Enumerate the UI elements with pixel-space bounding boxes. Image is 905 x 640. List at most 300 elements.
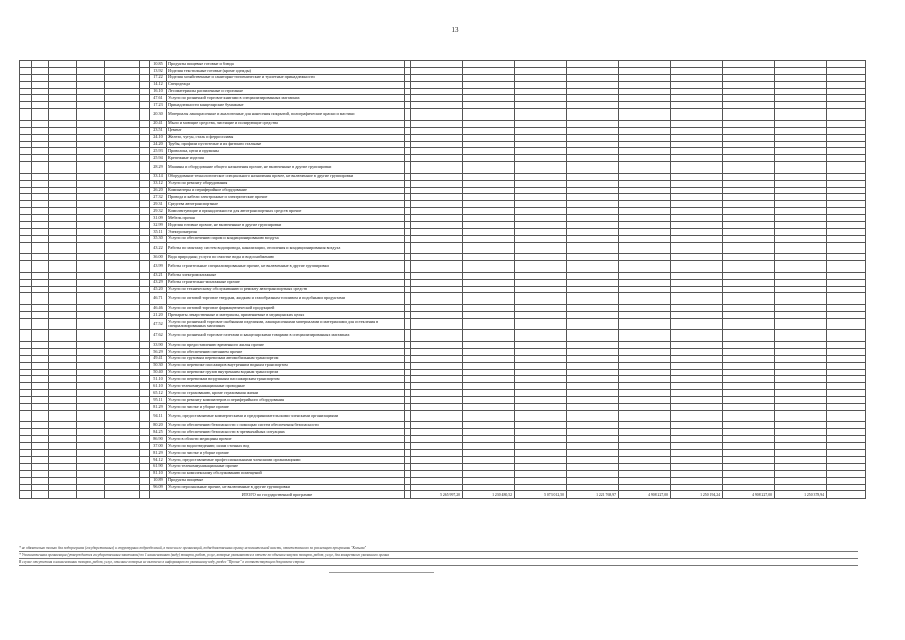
table-cell-blank: [32, 318, 49, 330]
table-cell-blank: [105, 61, 140, 68]
okpd-code-cell: 25.93: [150, 148, 167, 155]
table-cell-blank: [619, 422, 671, 429]
table-cell-blank: [567, 134, 619, 141]
table-cell-blank: [77, 436, 105, 443]
table-cell-blank: [463, 254, 515, 261]
product-name-cell: Машины и оборудование общего назначения прочие, не включенные в другие группировки: [167, 162, 405, 174]
table-cell-blank: [49, 222, 77, 229]
footnotes: [19, 545, 858, 566]
table-cell-blank: [49, 127, 77, 134]
table-cell-blank: [515, 173, 567, 180]
table-cell-blank: [827, 293, 866, 305]
table-cell-blank: [105, 67, 140, 74]
table-cell-blank: [775, 429, 827, 436]
table-cell-blank: [463, 180, 515, 187]
table-cell-blank: [515, 215, 567, 222]
table-cell-blank: [567, 376, 619, 383]
table-cell-blank: [49, 436, 77, 443]
okpd-code-cell: 37.00: [150, 443, 167, 450]
table-cell-blank: [49, 397, 77, 404]
table-cell-blank: [827, 311, 866, 318]
table-cell-blank: [20, 436, 32, 443]
table-cell-blank: [567, 348, 619, 355]
table-cell-blank: [411, 477, 463, 484]
table-cell-blank: [105, 404, 140, 411]
table-cell-blank: [105, 127, 140, 134]
table-cell-blank: [619, 134, 671, 141]
table-cell-blank: [49, 67, 77, 74]
table-cell-blank: [567, 456, 619, 463]
table-cell-blank: [411, 348, 463, 355]
okpd-code-cell: 81.29: [150, 450, 167, 457]
table-cell-blank: [411, 279, 463, 286]
table-cell-blank: [515, 187, 567, 194]
okpd-code-cell: 36.00: [150, 254, 167, 261]
table-cell-blank: [20, 450, 32, 457]
table-cell-blank: [827, 61, 866, 68]
okpd-code-cell: 47.62: [150, 330, 167, 342]
table-cell-blank: [411, 215, 463, 222]
table-cell-blank: [671, 362, 723, 369]
table-cell-blank: [140, 463, 150, 470]
table-cell-blank: [827, 120, 866, 127]
table-row: [20, 348, 866, 355]
table-cell-blank: [671, 355, 723, 362]
okpd-code-cell: 23.51: [150, 127, 167, 134]
total-value-cell: 4 908 227,00: [619, 491, 671, 499]
table-cell-blank: [411, 95, 463, 102]
table-cell-blank: [775, 305, 827, 312]
table-cell-blank: [775, 254, 827, 261]
table-cell-blank: [105, 341, 140, 348]
table-cell-blank: [49, 201, 77, 208]
table-cell-blank: [49, 305, 77, 312]
table-cell-blank: [619, 162, 671, 174]
table-cell-blank: [775, 120, 827, 127]
table-cell-blank: [105, 376, 140, 383]
product-name-cell: Услуги телекоммуникационные прочие: [167, 463, 405, 470]
table-cell-blank: [775, 187, 827, 194]
table-cell-blank: [619, 311, 671, 318]
product-name-cell: Услуги по розничной торговле скобяными изделиями, лакокрасочными материалами и материалами для остекления в специализированных магазинах: [167, 318, 405, 330]
table-cell-blank: [49, 311, 77, 318]
table-cell-blank: [20, 61, 32, 68]
okpd-code-cell: 24.20: [150, 141, 167, 148]
table-cell-blank: [775, 127, 827, 134]
product-name-cell: Услуги по розничной торговле газетами и канцелярскими товарами в специализированных магазинах: [167, 330, 405, 342]
table-cell-blank: [105, 81, 140, 88]
table-cell-blank: [77, 369, 105, 376]
table-cell-blank: [77, 134, 105, 141]
product-name-cell: Услуги, предоставляемые профессиональными членскими организациями: [167, 456, 405, 463]
okpd-code-cell: 20.41: [150, 120, 167, 127]
table-cell-blank: [619, 348, 671, 355]
table-cell-blank: [77, 477, 105, 484]
table-cell-blank: [775, 383, 827, 390]
table-cell-blank: [105, 187, 140, 194]
okpd-code-cell: 43.21: [150, 272, 167, 279]
okpd-code-cell: 29.32: [150, 208, 167, 215]
table-cell-blank: [723, 120, 775, 127]
table-cell-blank: [515, 134, 567, 141]
table-cell-blank: [411, 155, 463, 162]
product-name-cell: Трубы, профили пустотелые и их фитинги стальные: [167, 141, 405, 148]
table-cell-blank: [49, 162, 77, 174]
table-cell-blank: [49, 279, 77, 286]
product-name-cell: Услуги по страхованию, кроме страхования жизни: [167, 390, 405, 397]
table-cell-blank: [140, 173, 150, 180]
product-name-cell: Услуги по чистке и уборке прочие: [167, 404, 405, 411]
table-cell-blank: [567, 173, 619, 180]
table-cell-blank: [105, 484, 140, 491]
table-cell-blank: [140, 194, 150, 201]
table-cell-blank: [49, 235, 77, 242]
table-cell-blank: [619, 228, 671, 235]
product-name-cell: Мебель прочая: [167, 215, 405, 222]
table-cell-blank: [411, 272, 463, 279]
table-cell-blank: [723, 194, 775, 201]
table-cell-blank: [619, 261, 671, 273]
table-cell-blank: [775, 330, 827, 342]
table-cell-blank: [20, 162, 32, 174]
table-cell-blank: [723, 127, 775, 134]
table-cell-blank: [567, 436, 619, 443]
table-cell-blank: [463, 376, 515, 383]
product-name-cell: Изделия хозяйственные и санитарно-гигиенические и туалетные принадлежности: [167, 74, 405, 81]
table-cell-blank: [140, 141, 150, 148]
table-cell-blank: [567, 404, 619, 411]
table-cell-blank: [411, 134, 463, 141]
table-cell-blank: [775, 155, 827, 162]
table-cell-blank: [827, 477, 866, 484]
table-cell-blank: [77, 330, 105, 342]
okpd-code-cell: 94.12: [150, 456, 167, 463]
table-cell-blank: [140, 362, 150, 369]
table-cell-blank: [20, 88, 32, 95]
table-cell-blank: [827, 194, 866, 201]
table-cell-blank: [105, 261, 140, 273]
okpd-code-cell: 49.41: [150, 355, 167, 362]
table-cell-blank: [49, 491, 77, 499]
table-cell-blank: [567, 162, 619, 174]
table-cell-blank: [20, 422, 32, 429]
table-row: [20, 162, 866, 174]
table-cell-blank: [775, 318, 827, 330]
table-cell-blank: [619, 61, 671, 68]
table-row: [20, 109, 866, 121]
report-table: [19, 60, 866, 499]
table-cell-blank: [775, 484, 827, 491]
table-cell-blank: [827, 235, 866, 242]
table-row: [20, 404, 866, 411]
table-cell-blank: [140, 180, 150, 187]
table-cell-blank: [77, 318, 105, 330]
table-cell-blank: [619, 463, 671, 470]
table-cell-blank: [827, 484, 866, 491]
table-cell-blank: [105, 208, 140, 215]
table-cell-blank: [619, 330, 671, 342]
table-cell-blank: [515, 228, 567, 235]
table-cell-blank: [140, 436, 150, 443]
table-cell-blank: [827, 450, 866, 457]
table-cell-blank: [567, 74, 619, 81]
table-cell-blank: [49, 180, 77, 187]
okpd-code-cell: 16.10: [150, 88, 167, 95]
table-row: [20, 242, 866, 254]
table-cell-blank: [671, 311, 723, 318]
okpd-code-cell: 24.10: [150, 134, 167, 141]
table-cell-blank: [463, 443, 515, 450]
table-cell-blank: [20, 187, 32, 194]
product-name-cell: Мыло и моющие средства, чистящие и полирующие средства: [167, 120, 405, 127]
table-cell-blank: [140, 341, 150, 348]
table-cell-blank: [32, 311, 49, 318]
table-cell-blank: [411, 67, 463, 74]
table-cell-blank: [20, 109, 32, 121]
table-cell-blank: [515, 397, 567, 404]
table-cell-blank: [140, 369, 150, 376]
table-cell-blank: [567, 279, 619, 286]
table-cell-blank: [515, 235, 567, 242]
table-cell-blank: [775, 222, 827, 229]
table-cell-blank: [723, 187, 775, 194]
table-cell-blank: [105, 429, 140, 436]
table-cell-blank: [105, 286, 140, 293]
table-cell-blank: [463, 390, 515, 397]
table-cell-blank: [671, 470, 723, 477]
table-cell-blank: [723, 429, 775, 436]
table-cell-blank: [567, 443, 619, 450]
table-cell-blank: [105, 235, 140, 242]
table-cell-blank: [105, 109, 140, 121]
table-cell-blank: [775, 348, 827, 355]
table-cell-blank: [32, 141, 49, 148]
table-cell-blank: [411, 383, 463, 390]
table-cell-blank: [619, 187, 671, 194]
table-cell-blank: [20, 228, 32, 235]
table-cell-blank: [77, 390, 105, 397]
table-cell-blank: [463, 162, 515, 174]
table-cell-blank: [619, 155, 671, 162]
table-cell-blank: [723, 484, 775, 491]
table-cell-blank: [140, 61, 150, 68]
table-cell-blank: [140, 470, 150, 477]
table-cell-blank: [619, 450, 671, 457]
table-cell-blank: [105, 74, 140, 81]
table-cell-blank: [567, 272, 619, 279]
table-cell-blank: [515, 242, 567, 254]
table-cell-blank: [567, 330, 619, 342]
table-cell-blank: [827, 404, 866, 411]
table-row: [20, 443, 866, 450]
table-cell-blank: [827, 254, 866, 261]
table-cell-blank: [567, 463, 619, 470]
table-cell-blank: [671, 61, 723, 68]
table-cell-blank: [32, 293, 49, 305]
table-row: [20, 318, 866, 330]
table-cell-blank: [775, 355, 827, 362]
table-cell-blank: [411, 222, 463, 229]
table-cell-blank: [515, 61, 567, 68]
product-name-cell: Услуги по обеспечению питанием прочие: [167, 348, 405, 355]
table-cell-blank: [105, 272, 140, 279]
table-row: [20, 134, 866, 141]
table-cell-blank: [49, 109, 77, 121]
table-cell-blank: [32, 484, 49, 491]
product-name-cell: Крепежные изделия: [167, 155, 405, 162]
table-row: [20, 155, 866, 162]
table-cell-blank: [463, 222, 515, 229]
table-cell-blank: [671, 148, 723, 155]
table-cell-blank: [105, 305, 140, 312]
table-cell-blank: [32, 194, 49, 201]
table-cell-blank: [515, 404, 567, 411]
table-cell-blank: [671, 293, 723, 305]
table-cell-blank: [567, 383, 619, 390]
table-cell-blank: [463, 369, 515, 376]
table-cell-blank: [775, 215, 827, 222]
table-cell-blank: [140, 318, 150, 330]
table-cell-blank: [49, 463, 77, 470]
table-row: [20, 261, 866, 273]
okpd-code-cell: 47.61: [150, 95, 167, 102]
table-cell-blank: [20, 390, 32, 397]
table-cell-blank: [105, 201, 140, 208]
table-cell-blank: [723, 410, 775, 422]
table-cell-blank: [671, 318, 723, 330]
table-cell-blank: [723, 318, 775, 330]
table-cell-blank: [411, 397, 463, 404]
table-cell-blank: [775, 74, 827, 81]
table-cell-blank: [105, 369, 140, 376]
footnote: * Уполномоченная организация (утверждается государственным заказчиком) по 1 наименованию (виду) товаров, работ, услуг, которые указываются в отчете по объемам закупок товаров, работ, услуг, для конкретного указанного органа: [19, 552, 858, 559]
table-cell-blank: [515, 286, 567, 293]
okpd-code-cell: 81.10: [150, 470, 167, 477]
table-cell-blank: [105, 422, 140, 429]
okpd-code-cell: 47.52: [150, 318, 167, 330]
table-cell-blank: [77, 242, 105, 254]
table-cell-blank: [619, 254, 671, 261]
table-cell-blank: [671, 67, 723, 74]
table-cell-blank: [723, 422, 775, 429]
table-cell-blank: [723, 362, 775, 369]
table-cell-blank: [463, 404, 515, 411]
table-cell-blank: [105, 463, 140, 470]
table-cell-blank: [463, 311, 515, 318]
table-cell-blank: [20, 410, 32, 422]
table-cell-blank: [77, 208, 105, 215]
product-name-cell: Услуги по грузовым перевозкам автомобильным транспортом: [167, 355, 405, 362]
table-cell-blank: [775, 141, 827, 148]
table-cell-blank: [20, 383, 32, 390]
table-cell-blank: [775, 456, 827, 463]
table-cell-blank: [411, 341, 463, 348]
table-cell-blank: [463, 74, 515, 81]
table-row: [20, 194, 866, 201]
table-cell-blank: [567, 369, 619, 376]
table-cell-blank: [105, 477, 140, 484]
table-cell-blank: [49, 272, 77, 279]
okpd-code-cell: 84.25: [150, 429, 167, 436]
table-cell-blank: [411, 484, 463, 491]
table-cell-blank: [567, 390, 619, 397]
table-cell-blank: [20, 463, 32, 470]
table-cell-blank: [619, 222, 671, 229]
product-name-cell: Средства автотранспортные: [167, 201, 405, 208]
table-cell-blank: [411, 463, 463, 470]
table-cell-blank: [567, 429, 619, 436]
table-cell-blank: [567, 293, 619, 305]
table-cell-blank: [463, 141, 515, 148]
table-cell-blank: [463, 383, 515, 390]
table-row: [20, 390, 866, 397]
table-cell-blank: [619, 242, 671, 254]
product-name-cell: Провода и кабели электронные и электрические прочие: [167, 194, 405, 201]
table-cell-blank: [411, 362, 463, 369]
table-cell-blank: [515, 450, 567, 457]
okpd-code-cell: 33.90: [150, 341, 167, 348]
table-cell-blank: [20, 235, 32, 242]
table-cell-blank: [775, 450, 827, 457]
table-cell-blank: [723, 88, 775, 95]
table-cell-blank: [49, 330, 77, 342]
table-row: [20, 222, 866, 229]
table-cell-blank: [140, 286, 150, 293]
table-cell-blank: [20, 348, 32, 355]
table-cell-blank: [775, 362, 827, 369]
table-cell-blank: [411, 410, 463, 422]
table-cell-blank: [140, 162, 150, 174]
okpd-code-cell: 10.85: [150, 61, 167, 68]
table-cell-blank: [32, 254, 49, 261]
table-cell-blank: [411, 254, 463, 261]
product-name-cell: Услуги по обеспечению паром и кондиционированию воздуха: [167, 235, 405, 242]
total-label: ИТОГО по государственной программе: [150, 491, 405, 499]
table-cell-blank: [140, 390, 150, 397]
table-cell-blank: [140, 376, 150, 383]
table-cell-blank: [515, 318, 567, 330]
table-cell-blank: [463, 102, 515, 109]
okpd-code-cell: 51.10: [150, 376, 167, 383]
table-cell-blank: [32, 67, 49, 74]
table-cell-blank: [567, 208, 619, 215]
table-row: [20, 397, 866, 404]
table-cell-blank: [671, 369, 723, 376]
table-cell-blank: [515, 81, 567, 88]
table-cell-blank: [515, 272, 567, 279]
table-cell-blank: [463, 318, 515, 330]
product-name-cell: Услуги по техническому обслуживанию и ремонту автотранспортных средств: [167, 286, 405, 293]
table-cell-blank: [105, 162, 140, 174]
okpd-code-cell: 96.09: [150, 484, 167, 491]
table-cell-blank: [827, 173, 866, 180]
table-cell-blank: [49, 355, 77, 362]
product-name-cell: Услуги по оптовой торговле твердым, жидким и газообразным топливом и подобными продуктами: [167, 293, 405, 305]
table-cell-blank: [49, 484, 77, 491]
table-cell-blank: [827, 376, 866, 383]
table-cell-blank: [671, 397, 723, 404]
table-cell-blank: [20, 404, 32, 411]
table-cell-blank: [567, 305, 619, 312]
table-cell-blank: [567, 215, 619, 222]
okpd-code-cell: 45.20: [150, 286, 167, 293]
product-name-cell: Продукты пищевые: [167, 477, 405, 484]
table-row: [20, 180, 866, 187]
product-name-cell: Услуги по комплексному обслуживанию помещений: [167, 470, 405, 477]
table-cell-blank: [619, 95, 671, 102]
table-cell-blank: [77, 74, 105, 81]
table-cell-blank: [515, 194, 567, 201]
